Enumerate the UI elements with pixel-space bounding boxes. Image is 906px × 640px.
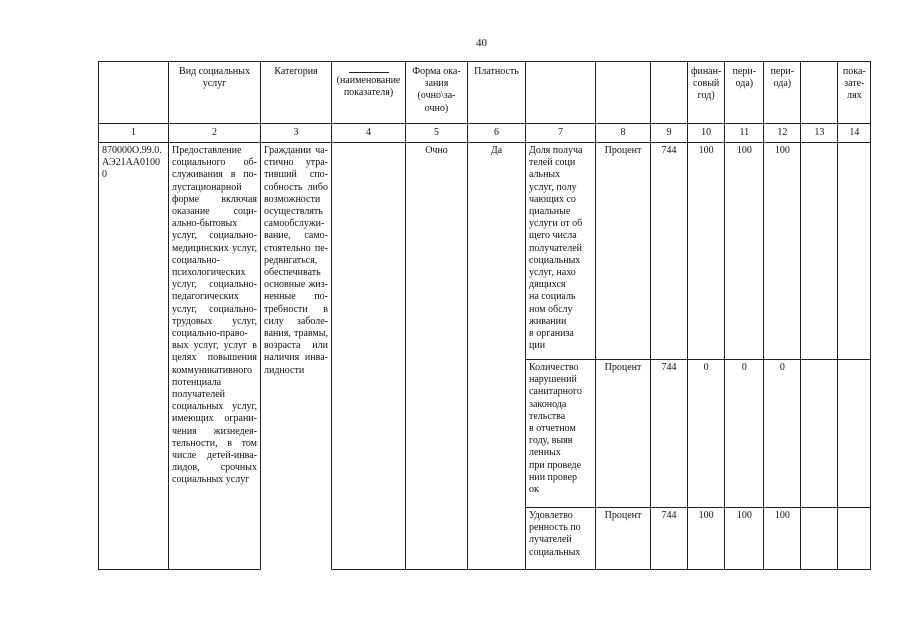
indicator-value-12: 100 <box>764 508 801 570</box>
indicator-value-11: 0 <box>725 360 764 508</box>
header-cell-9 <box>651 62 688 124</box>
blank-line <box>349 72 389 73</box>
service-form: Очно <box>406 143 468 570</box>
column-number: 14 <box>838 124 871 143</box>
indicator-value-11: 100 <box>725 508 764 570</box>
header-cell-1 <box>99 62 169 124</box>
indicator-unit: Процент <box>596 360 651 508</box>
indicator-code: 744 <box>651 508 688 570</box>
indicator-name: Количество нарушений санитарного законода тельства в отчетном году, выяв ленных при проведе нии провер ок <box>526 360 596 508</box>
header-cell-8 <box>596 62 651 124</box>
header-row <box>99 62 871 124</box>
indicator-value-13 <box>801 508 838 570</box>
column-number: 12 <box>764 124 801 143</box>
column-number: 6 <box>468 124 526 143</box>
column-number: 7 <box>526 124 596 143</box>
header-cell-category: Категория <box>261 62 332 124</box>
indicators-table <box>98 61 871 570</box>
indicator-value-10: 100 <box>688 143 725 360</box>
service-code: 870000О.99.0.АЭ21АА01000 <box>99 143 169 570</box>
column-number: 13 <box>801 124 838 143</box>
service-type: Предоставление социального обслуживания в полустационарной форме включая оказание социально-бытовых услуг, социально-медицинских услуг, социально-психологических услуг, социально-педагогических услуг, социально-трудовых услуг, социально-правовых услуг, услуг в целях повышения коммуникативного потенциала получателей социальных услуг, имеющих ограничения жизнедеятельности, в том числе детей-инвалидов, срочных социальных услуг <box>169 143 261 570</box>
header-cell-7 <box>526 62 596 124</box>
header-cell-13 <box>801 62 838 124</box>
indicator-name: Удовлетво ренность по лучателей социальных <box>526 508 596 570</box>
indicator-value-11: 100 <box>725 143 764 360</box>
indicator-value-14 <box>838 360 871 508</box>
page-number: 40 <box>476 37 487 49</box>
indicator-value-10: 100 <box>688 508 725 570</box>
header-indicator-label: (наименование показателя) <box>336 75 401 99</box>
header-cell-paid: Платность <box>468 62 526 124</box>
header-cell-form: Форма оказания (очно\заочно) <box>406 62 468 124</box>
indicator-value-13 <box>801 143 838 360</box>
column-number: 4 <box>332 124 406 143</box>
indicator-unit: Процент <box>596 508 651 570</box>
header-cell-indicator-name <box>332 62 406 124</box>
header-cell-12: периода) <box>764 62 801 124</box>
column-number: 3 <box>261 124 332 143</box>
indicator-code: 744 <box>651 360 688 508</box>
column-numbers-row <box>99 124 871 143</box>
header-cell-service-type: Вид социальных услуг <box>169 62 261 124</box>
indicator-name: Доля получа телей соци альных услуг, полу чающих со циальные услуги от об щего числа получателей социальных услуг, нахо дящихся на социаль ном обслу живании в организа ции <box>526 143 596 360</box>
indicator-value-14 <box>838 143 871 360</box>
column-number: 5 <box>406 124 468 143</box>
table-row <box>99 143 871 360</box>
header-cell-11: периода) <box>725 62 764 124</box>
header-cell-10: финансовый год) <box>688 62 725 124</box>
column-number: 1 <box>99 124 169 143</box>
indicator-value-14 <box>838 508 871 570</box>
column-number: 9 <box>651 124 688 143</box>
indicator-unit: Процент <box>596 143 651 360</box>
empty-cell <box>332 143 406 570</box>
indicator-value-13 <box>801 360 838 508</box>
service-category <box>261 143 332 570</box>
category-text: Граждании частично утративший способность либо возможности осуществлять самообслуживание, самостоятельно передвигаться, обеспечивать основные жизненные потребности в силу заболевания, травмы, возраста или наличия инвалидности <box>264 145 328 376</box>
indicator-value-12: 0 <box>764 360 801 508</box>
column-number: 11 <box>725 124 764 143</box>
header-cell-14: показателях <box>838 62 871 124</box>
indicator-value-12: 100 <box>764 143 801 360</box>
column-number: 8 <box>596 124 651 143</box>
indicator-code: 744 <box>651 143 688 360</box>
column-number: 2 <box>169 124 261 143</box>
indicator-value-10: 0 <box>688 360 725 508</box>
service-paid: Да <box>468 143 526 570</box>
column-number: 10 <box>688 124 725 143</box>
